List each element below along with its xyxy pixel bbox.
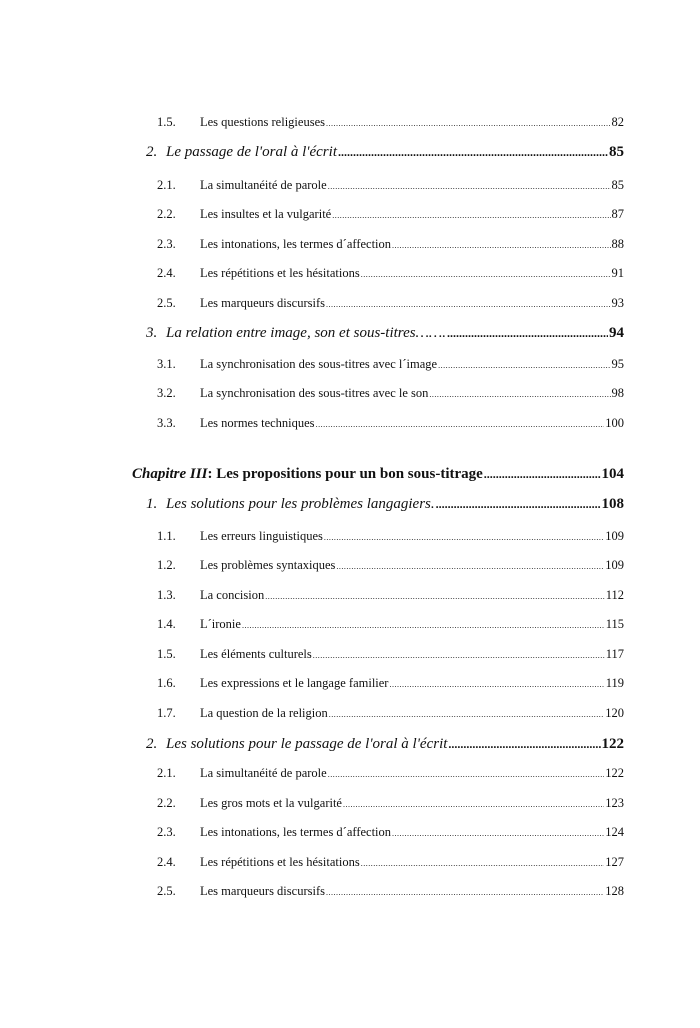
toc-entry-title: Les expressions et le langage familier — [200, 676, 389, 690]
toc-section-number: 3. — [146, 325, 158, 341]
toc-entry-number: 1.4. — [157, 617, 176, 631]
toc-entry-number: 1.7. — [157, 706, 176, 720]
toc-section-title: La relation entre image, son et sous-titres……. — [166, 325, 446, 341]
toc-entry-page: 115 — [605, 617, 624, 631]
toc-entry — [157, 766, 624, 781]
toc-entry-title: Les problèmes syntaxiques — [200, 558, 336, 572]
toc-section-entry — [146, 736, 624, 753]
toc-entry-title: Les normes techniques — [200, 416, 315, 430]
toc-entry-page: 119 — [605, 676, 624, 690]
toc-chapter-entry — [132, 466, 624, 483]
toc-entry — [157, 207, 624, 222]
toc-entry — [157, 416, 624, 431]
toc-entry — [157, 647, 624, 662]
dot-leader — [343, 796, 604, 811]
toc-entry-number: 2.4. — [157, 855, 176, 869]
toc-section-number: 2. — [146, 144, 158, 160]
toc-entry — [157, 706, 624, 721]
toc-entry-title: La question de la religion — [200, 706, 328, 720]
toc-entry-number: 1.1. — [157, 529, 176, 543]
toc-entry-page: 112 — [605, 588, 624, 602]
toc-entry — [157, 588, 624, 603]
toc-entry-title: La synchronisation des sous-titres avec le son — [200, 386, 429, 400]
toc-entry-number: 2.2. — [157, 207, 176, 221]
toc-entry-page: 124 — [605, 825, 624, 839]
toc-entry-number: 2.2. — [157, 796, 176, 810]
toc-section-page: 122 — [601, 736, 624, 752]
toc-entry-title: La simultanéité de parole — [200, 766, 327, 780]
toc-entry — [157, 617, 624, 632]
toc-entry-page: 95 — [611, 357, 624, 371]
toc-entry-page: 93 — [611, 296, 624, 310]
toc-entry-page: 123 — [605, 796, 624, 810]
toc-entry-number: 2.4. — [157, 266, 176, 280]
toc-entry-page: 117 — [605, 647, 624, 661]
toc-entry-title: Les répétitions et les hésitations — [200, 266, 360, 280]
toc-entry-page: 109 — [605, 558, 624, 572]
toc-entry-title: Les insultes et la vulgarité — [200, 207, 332, 221]
dot-leader — [326, 296, 611, 311]
dot-leader — [448, 736, 600, 753]
toc-entry-page: 91 — [611, 266, 624, 280]
toc-entry-number: 3.2. — [157, 386, 176, 400]
toc-section-entry — [146, 325, 624, 342]
toc-section-page: 85 — [609, 144, 624, 160]
dot-leader — [361, 266, 611, 281]
dot-leader — [392, 825, 604, 840]
toc-section-title: Les solutions pour les problèmes langagiers. — [166, 496, 435, 512]
toc-entry — [157, 855, 624, 870]
dot-leader — [436, 496, 601, 513]
toc-entry — [157, 796, 624, 811]
toc-entry-page: 85 — [611, 178, 624, 192]
toc-entry-title: Les répétitions et les hésitations — [200, 855, 360, 869]
toc-section-entry — [146, 144, 624, 161]
toc-entry-page: 98 — [611, 386, 624, 400]
toc-entry — [157, 237, 624, 252]
toc-entry-title: La synchronisation des sous-titres avec l´image — [200, 357, 438, 371]
toc-section-title: Les solutions pour le passage de l'oral à l'écrit — [166, 736, 448, 752]
dot-leader — [429, 386, 610, 401]
chapter-label: Chapitre III — [132, 466, 208, 482]
toc-entry-number: 1.6. — [157, 676, 176, 690]
toc-section-title: Le passage de l'oral à l'écrit — [166, 144, 337, 160]
toc-entry-title: Les marqueurs discursifs — [200, 296, 325, 310]
toc-section-entry — [146, 496, 624, 513]
toc-entry-number: 2.5. — [157, 884, 176, 898]
toc-entry — [157, 676, 624, 691]
toc-entry-title: La simultanéité de parole — [200, 178, 327, 192]
toc-entry-page: 122 — [605, 766, 624, 780]
dot-leader — [316, 416, 605, 431]
toc-entry — [157, 266, 624, 281]
toc-entry-page: 128 — [605, 884, 624, 898]
dot-leader — [326, 115, 611, 130]
dot-leader — [361, 855, 605, 870]
dot-leader — [324, 529, 604, 544]
toc-entry — [157, 178, 624, 193]
dot-leader — [389, 676, 604, 691]
chapter-title: : Les propositions pour un bon sous-titrage — [207, 466, 483, 482]
toc-entry-title: Les questions religieuses — [200, 115, 325, 129]
toc-entry — [157, 296, 624, 311]
dot-leader — [438, 357, 610, 372]
chapter-page: 104 — [601, 466, 624, 482]
toc-entry-page: 109 — [605, 529, 624, 543]
toc-entry-title: L´ironie — [200, 617, 241, 631]
dot-leader — [338, 144, 608, 161]
toc-entry-number: 2.1. — [157, 766, 176, 780]
toc-entry — [157, 529, 624, 544]
dot-leader — [326, 884, 604, 899]
toc-entry-page: 120 — [605, 706, 624, 720]
toc-entry — [157, 357, 624, 372]
dot-leader — [392, 237, 610, 252]
toc-entry-page: 82 — [611, 115, 624, 129]
toc-entry-title: Les intonations, les termes d´affection — [200, 825, 392, 839]
toc-section-number: 2. — [146, 736, 158, 752]
toc-entry-number: 1.3. — [157, 588, 176, 602]
toc-entry-number: 2.3. — [157, 237, 176, 251]
dot-leader — [328, 766, 605, 781]
toc-entry — [157, 115, 624, 130]
toc-entry-number: 2.5. — [157, 296, 176, 310]
dot-leader — [265, 588, 604, 603]
toc-entry-number: 2.1. — [157, 178, 176, 192]
toc-entry-page: 88 — [611, 237, 624, 251]
toc-entry-title: Les marqueurs discursifs — [200, 884, 325, 898]
toc-entry-number: 1.2. — [157, 558, 176, 572]
toc-entry-page: 127 — [605, 855, 624, 869]
toc-entry-number: 1.5. — [157, 115, 176, 129]
toc-entry-page: 100 — [605, 416, 624, 430]
toc-entry — [157, 558, 624, 573]
toc-entry-number: 3.1. — [157, 357, 176, 371]
toc-entry-number: 2.3. — [157, 825, 176, 839]
toc-entry-title: Les éléments culturels — [200, 647, 312, 661]
dot-leader — [313, 647, 605, 662]
dot-leader — [329, 706, 605, 721]
dot-leader — [336, 558, 604, 573]
toc-section-number: 1. — [146, 496, 158, 512]
dot-leader — [328, 178, 611, 193]
toc-section-page: 108 — [601, 496, 624, 512]
toc-entry-number: 3.3. — [157, 416, 176, 430]
toc-entry-title: Les intonations, les termes d´affection — [200, 237, 392, 251]
dot-leader — [332, 207, 610, 222]
toc-entry — [157, 884, 624, 899]
toc-entry — [157, 386, 624, 401]
dot-leader — [242, 617, 605, 632]
toc-entry — [157, 825, 624, 840]
toc-section-page: 94 — [609, 325, 624, 341]
toc-entry-title: La concision — [200, 588, 265, 602]
dot-leader — [447, 325, 608, 342]
dot-leader — [484, 466, 601, 483]
toc-entry-number: 1.5. — [157, 647, 176, 661]
toc-entry-title: Les gros mots et la vulgarité — [200, 796, 342, 810]
toc-entry-title: Les erreurs linguistiques — [200, 529, 323, 543]
toc-entry-page: 87 — [611, 207, 624, 221]
